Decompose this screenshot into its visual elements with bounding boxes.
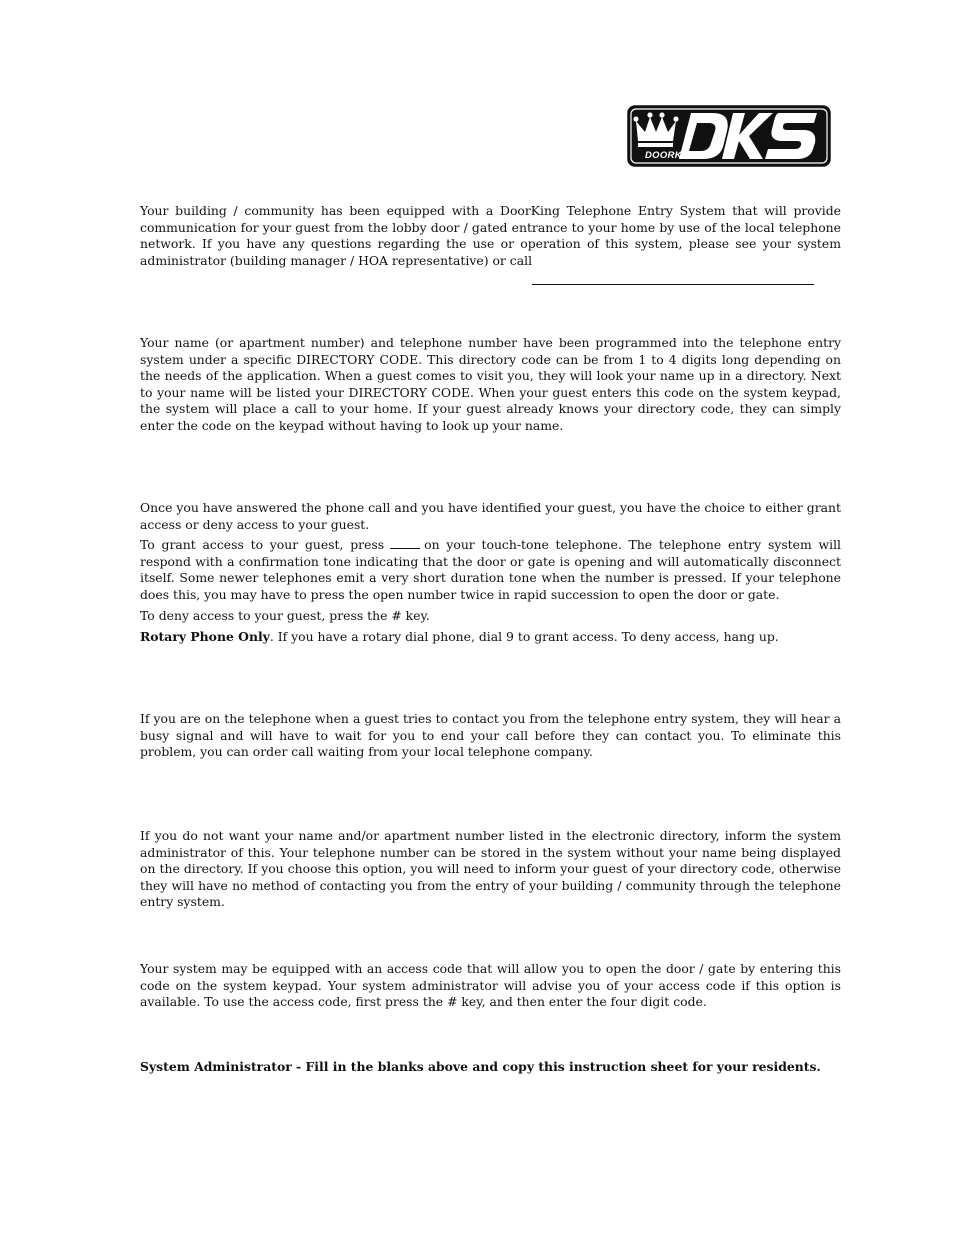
directory-paragraph: Your name (or apartment number) and telephone number have been programmed into the telephone entry system under a specific DIRECTORY CODE. This directory code can be from 1 to 4 digits long depending on the needs of the application. When a guest comes to visit you, they will look your name up in a directory. Next to your name will be listed your DIRECTORY CODE. When your guest enters this code on the system keypad, the system will place a call to your home. If your guest already knows your directory code, they can simply enter the code on the keypad without having to look up your name. — [140, 335, 841, 433]
access-code-paragraph: Your system may be equipped with an access code that will allow you to open the door / gate by entering this code on the system keypad. Your system administrator will advise you of your access code if this option is available. To use the access code, first press the # key, and then enter the four digit code. — [140, 961, 841, 1009]
brand-small-text: DOORKING — [645, 150, 700, 161]
grant-access-paragraph — [140, 537, 841, 603]
access-intro-paragraph: Once you have answered the phone call and you have identified your guest, you have the choice to either grant access or deny access to your guest. — [140, 500, 841, 532]
doorking-dks-logo — [627, 105, 831, 167]
privacy-paragraph: If you do not want your name and/or apartment number listed in the electronic directory, inform the system administrator of this. Your telephone number can be stored in the system without your name being displayed on the directory. If you choose this option, you will need to inform your guest of your directory code, otherwise they will have no method of contacting you from the entry of your building / community through the telephone entry system. — [140, 828, 841, 909]
busy-signal-paragraph: If you are on the telephone when a guest tries to contact you from the telephone entry system, they will hear a busy signal and will have to wait for you to end your call before they can contact you. To eliminate this problem, you can order call waiting from your local telephone company. — [140, 711, 841, 759]
rotary-phone-text: . If you have a rotary dial phone, dial 9 to grant access. To deny access, hang up. — [269, 629, 779, 644]
admin-note: System Administrator - Fill in the blanks above and copy this instruction sheet for your residents. — [140, 1059, 821, 1074]
open-number-blank — [390, 537, 420, 549]
deny-access-paragraph: To deny access to your guest, press the # key. — [140, 608, 430, 623]
grant-access-rest: on your touch-tone telephone. The telephone entry system will respond with a confirmation tone indicating that the door or gate is opening and will automatically disconnect itself. Some newer telephones emit a very short duration tone when the number is pressed. If your telephone does this, you may have to press the open number twice in rapid succession to open the door or gate. — [140, 537, 842, 602]
rotary-phone-heading: Rotary Phone Only — [140, 629, 270, 644]
admin-phone-blank — [532, 284, 814, 285]
grant-access-lead: To grant access to your guest, press — [140, 537, 385, 552]
intro-paragraph: Your building / community has been equipped with a DoorKing Telephone Entry System that will provide communication for your guest from the lobby door / gated entrance to your home by use of the local telephone network. If you have any questions regarding the use or operation of this system, please see your system administrator (building manager / HOA representative) or call — [140, 203, 841, 268]
rotary-phone-paragraph — [140, 629, 841, 646]
